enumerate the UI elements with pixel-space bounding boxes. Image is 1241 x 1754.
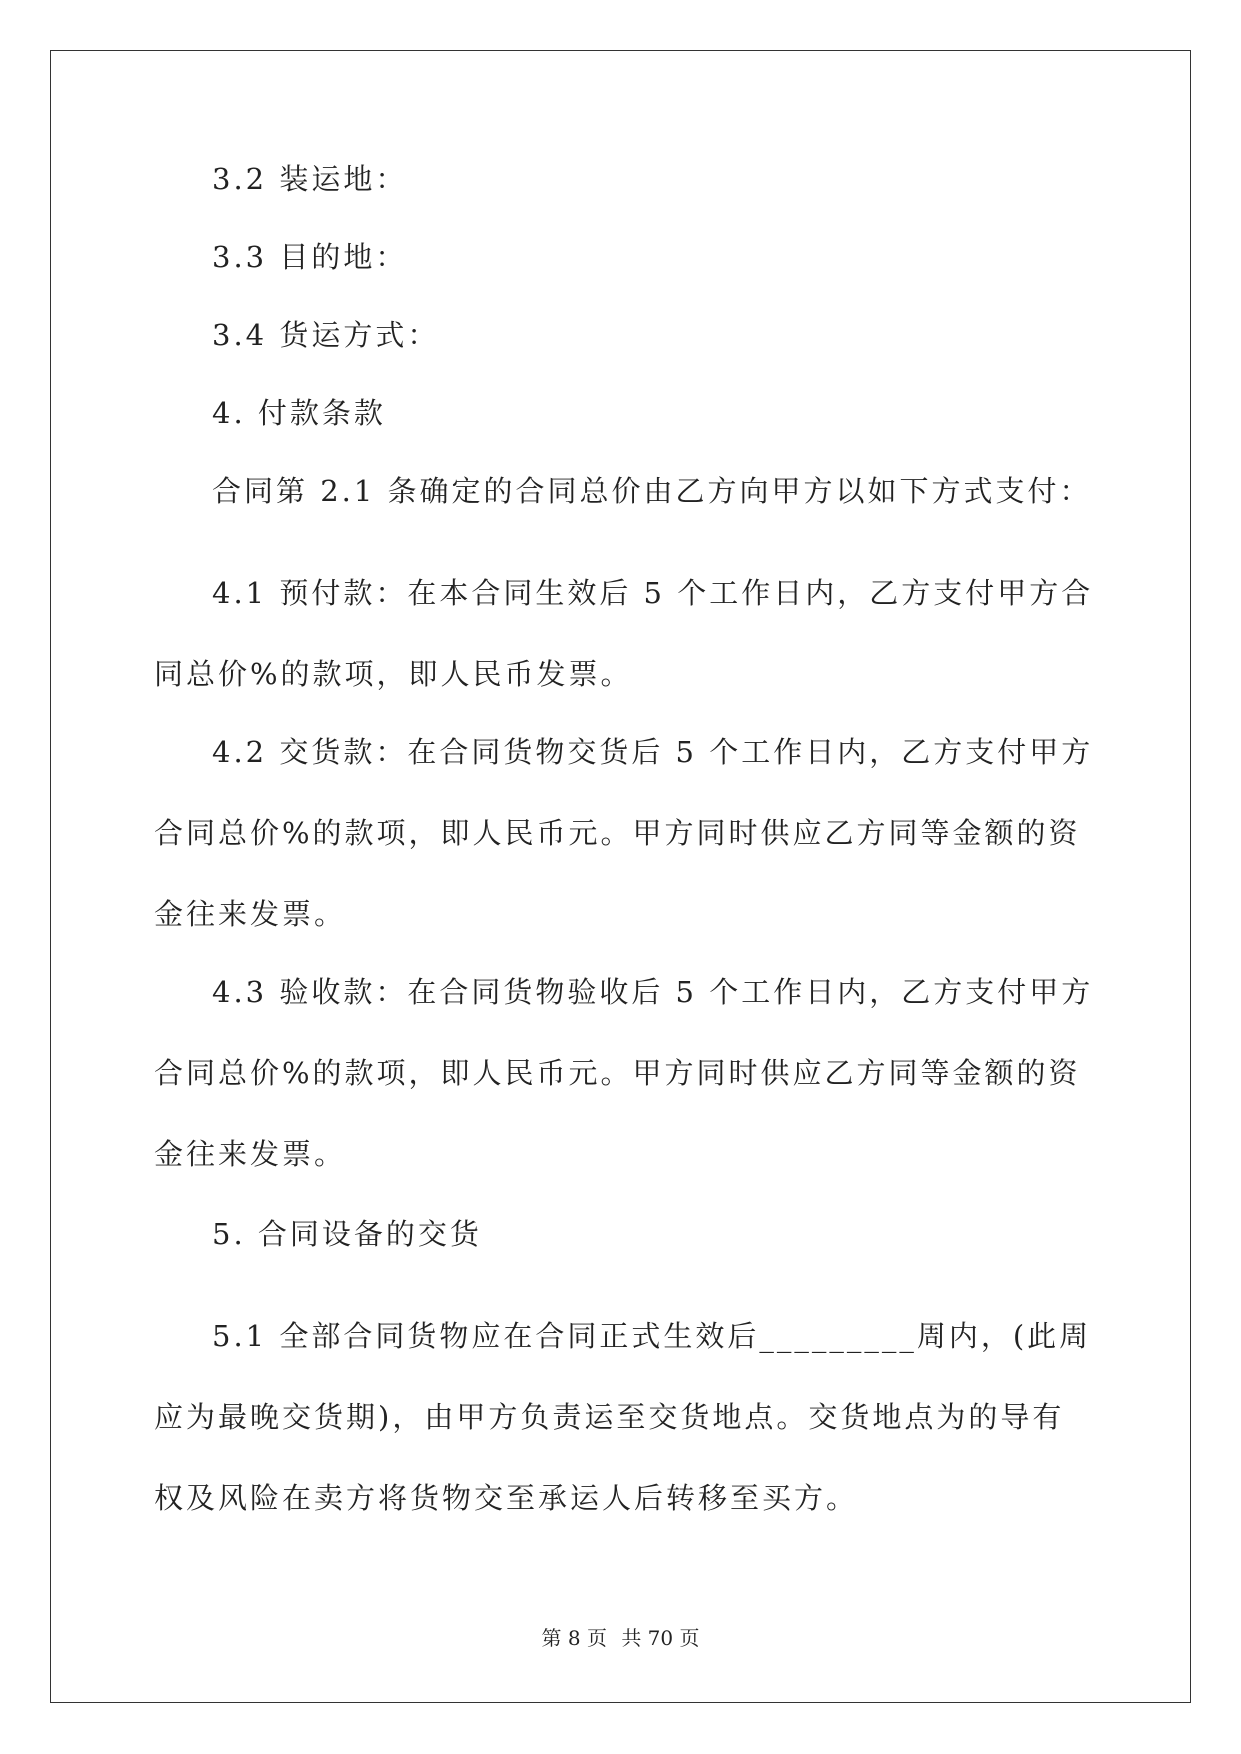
paragraph-4-2: 4.2 交货款：在合同货物交货后 5 个工作日内，乙方支付甲方合同总价%的款项，即人民币元。甲方同时供应乙方同等金额的资金往来发票。 <box>154 735 1094 931</box>
paragraph-3-3: 3.3 目的地： <box>212 240 408 274</box>
paragraph-3-4: 3.4 货运方式： <box>212 318 440 352</box>
section-5-heading: 5. 合同设备的交货 <box>212 1217 482 1251</box>
page-number: 第 8 页 <box>541 1626 607 1650</box>
document-body <box>154 163 1094 1536</box>
paragraph-4-3: 4.3 验收款：在合同货物验收后 5 个工作日内，乙方支付甲方合同总价%的款项，即人民币元。甲方同时供应乙方同等金额的资金往来发票。 <box>154 975 1094 1171</box>
paragraph-5-1: 5.1 全部合同货物应在合同正式生效后_________周内，(此周应为最晚交货期)，由甲方负责运至交货地点。交货地点为的导有权及风险在卖方将货物交至承运人后转移至买方。 <box>154 1319 1092 1515</box>
paragraph-3-2: 3.2 装运地： <box>212 162 408 196</box>
section-4-heading: 4. 付款条款 <box>212 396 386 430</box>
paragraph-4-intro: 合同第 2.1 条确定的合同总价由乙方向甲方以如下方式支付： <box>212 474 1092 508</box>
paragraph-4-1: 4.1 预付款：在本合同生效后 5 个工作日内，乙方支付甲方合同总价%的款项，即人民币发票。 <box>154 576 1094 691</box>
page-total: 共 70 页 <box>621 1626 700 1650</box>
page-footer <box>0 1622 1241 1651</box>
